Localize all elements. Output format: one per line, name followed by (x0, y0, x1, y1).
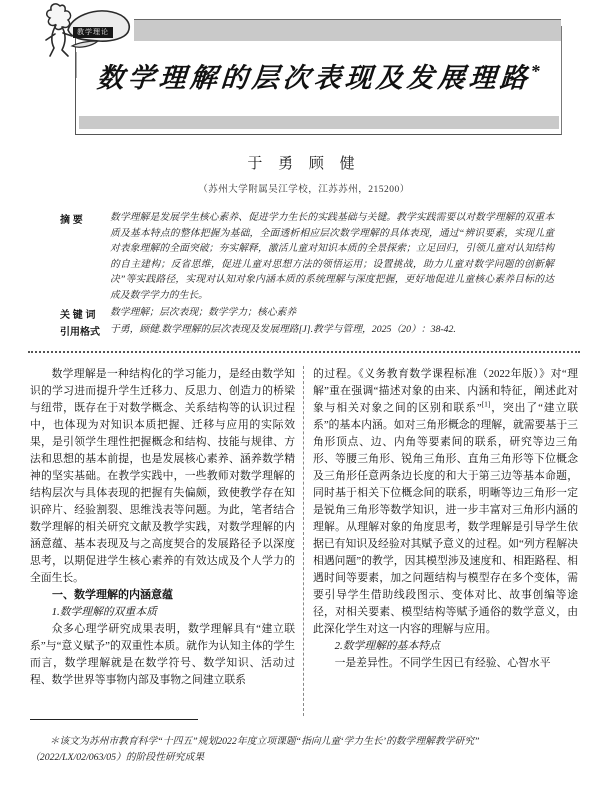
title-footnote-asterisk: * (530, 61, 542, 81)
footnote-line: ＊该文为苏州市教育科学“十四五”规划2022年度立项课题“指向儿童‘学力生长’的数学理解教学研究” (49, 736, 480, 747)
title-top-bar (134, 19, 561, 41)
journal-column-logo (42, 0, 138, 78)
title-block (75, 26, 562, 135)
footnote (30, 734, 578, 766)
citation-text: 于勇，顾健.数学理解的层次表现及发展理路[J].教学与管理，2025（20）：38-42. (110, 323, 456, 335)
abstract-label: 摘 要 (60, 215, 83, 226)
subsection-heading-2: 2.数学理解的基本特点 (334, 640, 440, 652)
citation-label: 引用格式 (60, 326, 100, 338)
abstract-row (60, 210, 554, 304)
paragraph-text: 的过程。《义务教育数学课程标准（2022年版）》对“理解”重在强调“描述对象的由来、内涵和特征，阐述此对象与相关对象之间的区别和联系” (313, 368, 578, 414)
paragraph-text: ，突出了“建立联系”的基本内涵。如对三角形概念的理解，就需要基于三角形顶点、边、内角等要素间的联系，研究等边三角形、等腰三角形、锐角三角形、直角三角形等下位概念及三角形任意两条边长度的和大于第三边等基本命题，同时基于相关下位概念间的联系，明晰等边三角形一定是锐角三角形等数学知识，进一步丰富对三角形内涵的理解。从理解对象的角度思考，数学理解是引导学生依据已有知识及经验对其赋予意义的过程。如“列方程解决相遇问题”的教学，因其模型涉及速度和、相距路程、相遇时间等要素，加之问题结构与模型存在多个变体，需要引导学生借助线段图示、变体对比、故事创编等途径，对相关要素、模型结构等赋予通俗的数学意义，由此深化学生对这一内容的理解与应用。 (313, 402, 578, 635)
reference-marker: [1] (481, 399, 491, 409)
keywords-label: 关 键 词 (60, 309, 96, 321)
body-paragraph: 一是差异性。不同学生因已有经验、心智水平 (334, 657, 551, 669)
subsection-heading-1: 1.数学理解的双重本质 (51, 606, 157, 618)
citation-row (60, 322, 554, 338)
page-title (75, 56, 563, 95)
column-label: 教学理论 (73, 27, 113, 38)
left-column (30, 366, 304, 716)
keywords-text: 数学理解；层次表现；数学学力；核心素养 (110, 306, 297, 318)
article-body (30, 366, 578, 716)
author-names: 于 勇 顾 健 (247, 156, 361, 172)
dotted-separator (28, 351, 580, 353)
footnote-rule (30, 719, 198, 720)
body-paragraph: 数学理解是一种结构化的学习能力，是经由数学知识的学习进而提升学生迁移力、反思力、创造力的桥梁与纽带，既存在于对数学概念、关系结构等的认识过程中，也体现为对知识本质把握、迁移与应用的实际效果，是引领学生理性把握概念和结构、技能与规律、方法和思想的基本前提，也是发展核心素养、涵养数学精神的坚实基础。在教学实践中，一些教师对数学理解的结构层次与具体表现的把握有失偏颇，致使教学存在知识碎片、经验割裂、思维浅表等问题。为此，笔者结合数学理解的相关研究文献及教学实践，对数学理解的内涵意蕴、基本表现及与之高度契合的发展路径予以深度思考，以期促进学生核心素养的有效达成及个人学力的全面生长。 (30, 368, 295, 584)
body-paragraph (313, 366, 578, 638)
author-affiliation: （苏州大学附属吴江学校，江苏苏州，215200） (198, 185, 410, 195)
title-bottom-bar (79, 116, 559, 129)
doodle-figure-icon (42, 0, 138, 78)
paper-title-text: 数学理解的层次表现及发展理路 (95, 63, 532, 93)
keywords-row (60, 305, 554, 321)
right-column (304, 366, 578, 716)
footnote-line: （2022/LX/02/063/05）的阶段性研究成果 (30, 752, 205, 763)
body-paragraph: 众多心理学研究成果表明，数学理解具有“建立联系”与“意义赋予”的双重性本质。就作为认知主体的学生而言，数学理解就是在数学符号、数学知识、活动过程、数学世界等事物内部及事物之间建立联系 (30, 623, 295, 686)
abstract-text: 数学理解是发展学生核心素养、促进学力生长的实践基础与关键。教学实践需要以对数学理解的双重本质及基本特点的整体把握为基础，全面透析相应层次数学理解的具体表现，通过“辨识要素，实现儿童对表象理解的全面突破；夯实解释，激活儿童对知识本质的全景探索；立足回归，引领儿童对认知结构的自主建构；反省思维，促进儿童对思想方法的领悟运用；设置挑战，助力儿童对数学问题的创新解决”等实践路径，实现对认知对象内涵本质的系统理解与深度把握，更好地促进儿童核心素养目标的达成及数学学力的生长。 (110, 212, 554, 301)
section-heading-1: 一、数学理解的内涵意蕴 (52, 589, 173, 601)
article-meta (60, 210, 554, 339)
